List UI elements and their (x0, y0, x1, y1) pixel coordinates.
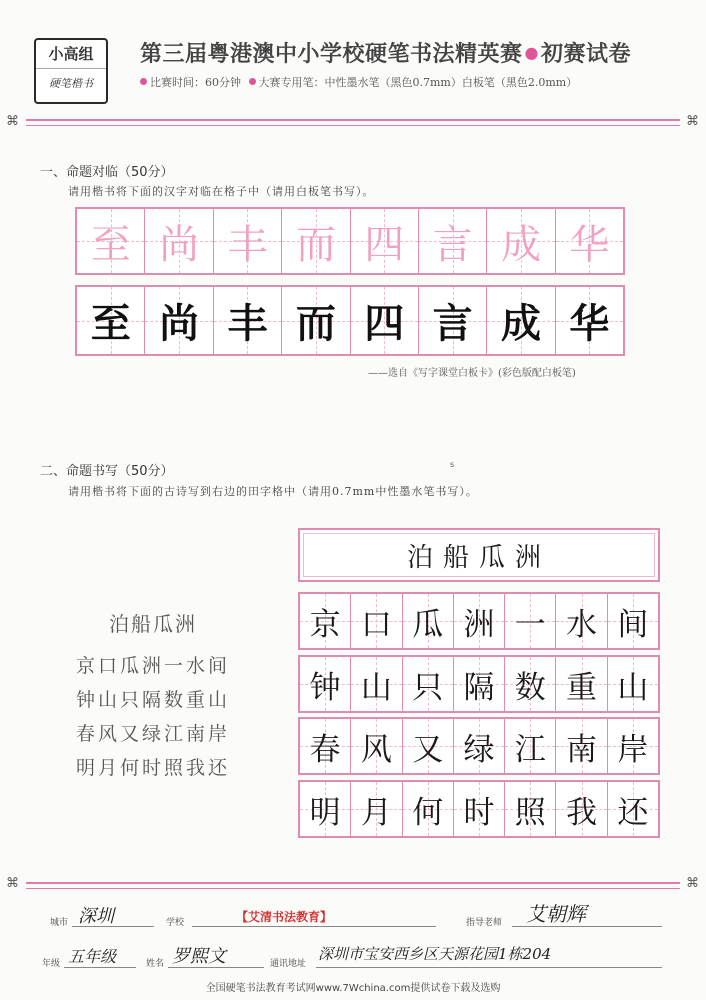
grade-value[interactable]: 五年级 (68, 947, 117, 966)
writing-grid-cell (608, 657, 658, 711)
group-badge-top: 小高组 (36, 40, 106, 69)
grid-char: 何 (412, 794, 444, 831)
grid-char: 山 (360, 669, 392, 706)
poem-line: 春风又绿江南岸 (75, 723, 230, 745)
name-value[interactable]: 罗熙文 (172, 946, 226, 967)
writing-grid-cell (351, 657, 402, 711)
footer-divider-thin (26, 888, 680, 889)
school-line (192, 926, 436, 927)
grid-char: 间 (617, 606, 649, 643)
grid-char: 数 (514, 669, 546, 706)
copy-char-grid (75, 285, 625, 356)
grid-char: 言 (432, 221, 473, 268)
writing-grid-cell (454, 719, 505, 773)
title-separator-dot-icon: ● (524, 43, 539, 62)
written-title-box (298, 528, 660, 582)
grade-label: 年级 (42, 959, 61, 969)
writing-grid-cell (556, 719, 607, 773)
exam-time: 比赛时间：60分钟 (150, 76, 241, 89)
writing-grid-cell (403, 719, 454, 773)
grid-char: 月 (360, 794, 392, 831)
teacher-value[interactable]: 艾朝辉 (526, 902, 586, 926)
grid-char: 洲 (463, 606, 495, 643)
grid-char: 钟 (309, 669, 341, 706)
poem-line: 明月何时照我还 (75, 757, 230, 779)
exam-title (140, 37, 631, 68)
grid-char: 还 (617, 794, 649, 831)
poem-reference (48, 608, 258, 785)
copy-grid-cell (145, 287, 213, 354)
poem-line: 钟山只隔数重山 (75, 689, 230, 711)
writing-grid-cell (505, 782, 556, 836)
copy-grid-cell (282, 287, 350, 354)
writing-grid-cell (300, 657, 351, 711)
grid-char: 华 (569, 300, 610, 347)
grid-char: 成 (500, 300, 541, 347)
grid-char: 明 (309, 794, 341, 831)
grid-char: 江 (514, 731, 546, 768)
school-value[interactable]: 【艾清书法教育】 (236, 910, 333, 924)
grid-char: 时 (463, 794, 495, 831)
section1-source: ——选自《写字课堂白板卡》(彩色版配白板笔) (368, 368, 576, 379)
grid-char: 四 (364, 221, 405, 268)
writing-grid-cell (403, 782, 454, 836)
copy-grid-cell (214, 287, 282, 354)
grid-char: 至 (90, 221, 131, 268)
writing-grid-cell (505, 719, 556, 773)
section1-instruction: 请用楷书将下面的汉字对临在格子中（请用白板笔书写）。 (68, 185, 375, 198)
group-badge (34, 38, 108, 104)
scroll-ornament-icon: ⌘ (686, 876, 699, 891)
grid-char: 口 (360, 606, 392, 643)
grid-char: 岸 (617, 731, 649, 768)
written-poem-title: 泊船瓜洲 (406, 542, 551, 573)
model-grid-cell (556, 209, 623, 273)
poem-writing-row (298, 655, 660, 713)
model-grid-cell (214, 209, 282, 273)
writing-grid-cell (351, 782, 402, 836)
writing-grid-cell (608, 719, 658, 773)
writing-grid-cell (454, 782, 505, 836)
name-label: 姓名 (146, 959, 165, 969)
scroll-ornament-icon: ⌘ (6, 876, 19, 891)
school-label: 学校 (166, 918, 185, 928)
model-grid-cell (487, 209, 555, 273)
grid-char: 丰 (227, 300, 268, 347)
poem-title: 泊船瓜洲 (109, 612, 197, 636)
grid-char: 南 (566, 731, 598, 768)
footer-text: 全国硬笔书法教育考试网www.7Wchina.com提供试卷下载及选购 (205, 983, 501, 994)
grid-char: 华 (569, 221, 610, 268)
writing-grid-cell (608, 594, 658, 648)
grid-char: 尚 (159, 221, 200, 268)
bullet-dot-icon (140, 78, 147, 85)
grid-char: 而 (295, 221, 336, 268)
writing-grid-cell (403, 594, 454, 648)
grid-char: 春 (309, 731, 341, 768)
grid-char: 绿 (463, 731, 495, 768)
writing-grid-cell (556, 657, 607, 711)
header-divider (26, 119, 680, 121)
bullet-dot-icon (249, 78, 256, 85)
model-grid-cell (419, 209, 487, 273)
grid-char: 又 (412, 731, 444, 768)
writing-grid-cell (351, 719, 402, 773)
copy-grid-cell (556, 287, 623, 354)
grid-char: 照 (514, 794, 546, 831)
section2-instruction: 请用楷书将下面的古诗写到右边的田字格中（请用0.7mm中性墨水笔书写）。 (68, 485, 478, 498)
section2-heading: 二、命题书写（50分） (40, 464, 174, 479)
model-grid-cell (77, 209, 145, 273)
writing-grid-cell (454, 594, 505, 648)
poem-writing-row (298, 780, 660, 838)
scroll-ornament-icon: ⌘ (686, 114, 699, 129)
writing-grid-cell (351, 594, 402, 648)
writing-grid-cell (300, 782, 351, 836)
grid-char: 言 (432, 300, 473, 347)
grid-char: 丰 (227, 221, 268, 268)
grid-char: 尚 (159, 300, 200, 347)
grid-char: 我 (566, 794, 598, 831)
exam-info (140, 74, 577, 90)
address-value[interactable]: 深圳市宝安西乡区天源花园1栋204 (318, 945, 552, 963)
writing-grid-cell (608, 782, 658, 836)
writing-grid-cell (505, 594, 556, 648)
writing-grid-cell (556, 594, 607, 648)
poem-writing-row (298, 592, 660, 650)
poem-line: 京口瓜洲一水间 (75, 655, 230, 677)
grid-char: 瓜 (412, 606, 444, 643)
writing-grid-cell (300, 594, 351, 648)
grid-char: 而 (295, 300, 336, 347)
section1-heading: 一、命题对临（50分） (40, 165, 174, 180)
model-grid-cell (282, 209, 350, 273)
grid-char: 至 (90, 300, 131, 347)
grid-char: 风 (360, 731, 392, 768)
grid-char: 水 (566, 606, 598, 643)
grid-char: 隔 (463, 669, 495, 706)
grid-char: 成 (500, 221, 541, 268)
grid-char: 重 (566, 669, 598, 706)
footer-divider (26, 882, 680, 884)
grid-char: 京 (309, 606, 341, 643)
grid-char: 四 (364, 300, 405, 347)
model-grid-cell (145, 209, 213, 273)
teacher-label: 指导老师 (466, 918, 503, 928)
exam-title-sub: 初赛试卷 (540, 42, 631, 67)
poem-writing-row (298, 717, 660, 775)
scroll-ornament-icon: ⌘ (6, 114, 19, 129)
grade-line (64, 967, 136, 968)
writing-grid-cell (556, 782, 607, 836)
copy-grid-cell (351, 287, 419, 354)
page-mark: s (450, 460, 455, 469)
group-badge-bottom: 硬笔楷书 (49, 77, 93, 90)
exam-title-main: 第三届粤港澳中小学校硬笔书法精英赛 (140, 42, 523, 67)
writing-grid-cell (454, 657, 505, 711)
exam-pens: 大赛专用笔：中性墨水笔（黑色0.7mm）白板笔（黑色2.0mm） (258, 76, 578, 89)
city-label: 城市 (50, 918, 69, 928)
writing-grid-cell (403, 657, 454, 711)
grid-char: 只 (412, 669, 444, 706)
writing-grid-cell (505, 657, 556, 711)
writing-grid-cell (300, 719, 351, 773)
copy-grid-cell (487, 287, 555, 354)
grid-char: 山 (617, 669, 649, 706)
address-line (316, 967, 662, 968)
model-grid-cell (351, 209, 419, 273)
model-char-grid (75, 207, 625, 275)
address-label: 通讯地址 (270, 959, 307, 969)
grid-char: 一 (514, 606, 546, 643)
header-divider-thin (26, 125, 680, 126)
copy-grid-cell (419, 287, 487, 354)
copy-grid-cell (77, 287, 145, 354)
city-value[interactable]: 深圳 (78, 906, 114, 927)
